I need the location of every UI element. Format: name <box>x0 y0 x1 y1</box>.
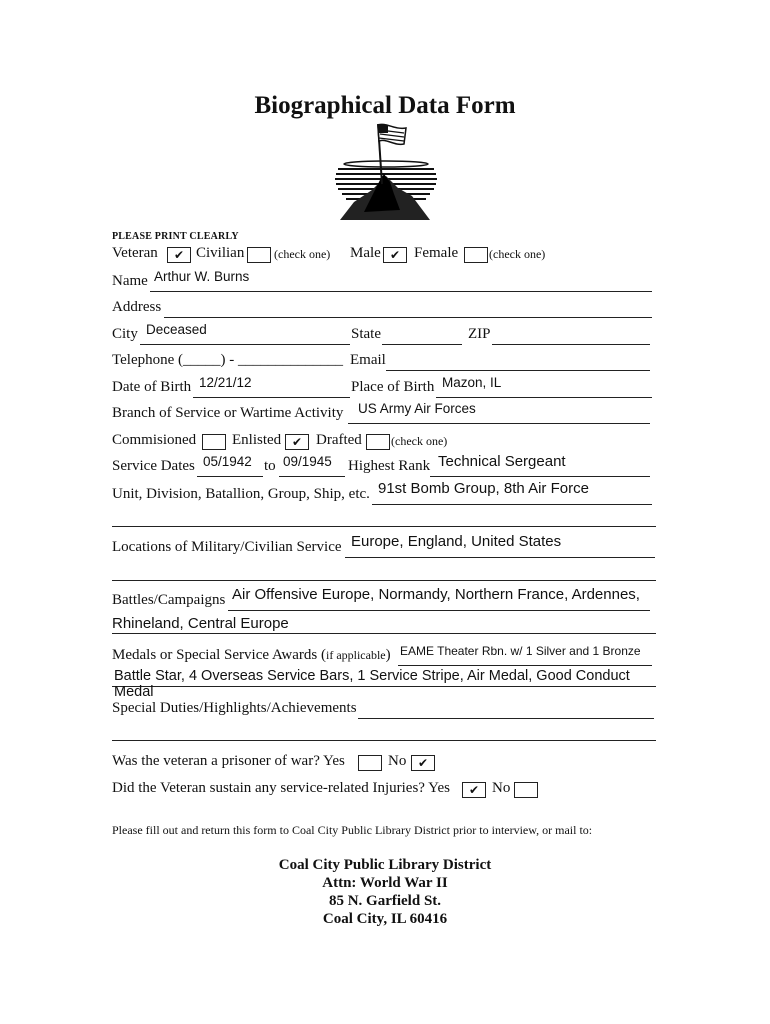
drafted-label: Drafted <box>316 432 362 448</box>
civilian-checkbox[interactable] <box>247 247 271 263</box>
birth-place-field[interactable] <box>436 375 652 398</box>
check-one-hint: (check one) <box>391 434 448 448</box>
battles-value-line2: Rhineland, Central Europe <box>112 615 289 632</box>
address-field[interactable] <box>164 299 652 318</box>
unit-value: 91st Bomb Group, 8th Air Force <box>378 480 589 497</box>
branch-value: US Army Air Forces <box>358 401 476 416</box>
birth-place-value: Mazon, IL <box>442 375 502 390</box>
branch-label: Branch of Service or Wartime Activity <box>112 405 344 421</box>
address-label: Address <box>112 299 162 315</box>
battles-value-line1: Air Offensive Europe, Normandy, Northern France, Ardennes, <box>232 586 640 603</box>
locations-field[interactable] <box>345 533 655 558</box>
email-field[interactable] <box>386 352 650 371</box>
branch-field[interactable] <box>348 401 650 424</box>
civilian-label: Civilian <box>196 245 245 261</box>
enlisted-checkbox[interactable]: ✔ <box>285 434 309 450</box>
locations-value: Europe, England, United States <box>351 533 562 550</box>
female-label: Female <box>414 245 459 261</box>
unit-extra-line[interactable] <box>112 508 656 527</box>
service-end-value: 09/1945 <box>283 454 332 469</box>
check-one-hint: (check one) <box>489 247 546 261</box>
return-instructions: Please fill out and return this form to Coal City Public Library District prior to interview, or mail to: <box>112 823 593 837</box>
veteran-checkbox[interactable]: ✔ <box>167 247 191 263</box>
city-label: City <box>112 326 138 342</box>
city-field[interactable] <box>140 322 350 345</box>
mail-line-3: 85 N. Garfield St. <box>328 893 442 909</box>
special-duties-field[interactable] <box>358 700 654 719</box>
locations-extra-line[interactable] <box>112 562 656 581</box>
unit-label: Unit, Division, Batallion, Group, Ship, etc. <box>112 486 370 502</box>
name-value: Arthur W. Burns <box>154 269 250 284</box>
male-label: Male <box>350 245 381 261</box>
medals-label: Medals or Special Service Awards (if applicable) <box>112 647 391 663</box>
commissioned-checkbox[interactable] <box>202 434 226 450</box>
check-one-hint: (check one) <box>274 247 331 261</box>
birth-date-label: Date of Birth <box>112 379 192 395</box>
rank-field[interactable] <box>430 453 650 477</box>
flag-raising-emblem-icon <box>334 122 438 222</box>
locations-label: Locations of Military/Civilian Service <box>112 539 342 555</box>
rank-value: Technical Sergeant <box>438 453 566 470</box>
pow-yes-checkbox[interactable] <box>358 755 382 771</box>
battles-field[interactable] <box>228 586 650 611</box>
name-label: Name <box>112 273 148 289</box>
drafted-checkbox[interactable] <box>366 434 390 450</box>
state-field[interactable] <box>382 326 462 345</box>
commissioned-label: Commisioned <box>112 432 197 448</box>
injury-label: Did the Veteran sustain any service-related Injuries? Yes <box>112 780 450 796</box>
medals-extra-line[interactable] <box>112 668 656 700</box>
injury-no-checkbox[interactable] <box>514 782 538 798</box>
city-value: Deceased <box>146 322 207 337</box>
zip-label: ZIP <box>468 326 491 342</box>
print-clearly-instruction: PLEASE PRINT CLEARLY <box>112 231 239 242</box>
enlisted-label: Enlisted <box>232 432 282 448</box>
pow-no-label: No <box>388 753 407 769</box>
mail-line-4: Coal City, IL 60416 <box>322 911 448 927</box>
to-label: to <box>264 458 276 474</box>
injury-yes-checkbox[interactable]: ✔ <box>462 782 486 798</box>
veteran-label: Veteran <box>112 245 158 261</box>
email-label: Email <box>350 352 386 368</box>
zip-field[interactable] <box>492 326 650 345</box>
medals-value-line1: EAME Theater Rbn. w/ 1 Silver and 1 Bronze <box>400 644 641 658</box>
battles-label: Battles/Campaigns <box>112 592 226 608</box>
female-checkbox[interactable] <box>464 247 488 263</box>
injury-no-label: No <box>492 780 511 796</box>
unit-field[interactable] <box>372 480 652 505</box>
form-title: Biographical Data Form <box>254 92 516 119</box>
service-end-field[interactable] <box>279 454 345 477</box>
service-start-field[interactable] <box>197 454 263 477</box>
special-duties-label: Special Duties/Highlights/Achievements <box>112 700 357 716</box>
male-checkbox[interactable]: ✔ <box>383 247 407 263</box>
service-dates-label: Service Dates <box>112 458 195 474</box>
medals-field[interactable] <box>398 644 652 666</box>
medals-value-line2: Battle Star, 4 Overseas Service Bars, 1 Service Stripe, Air Medal, Good Conduct Medal <box>114 668 630 700</box>
telephone-label[interactable]: Telephone (_____) - ______________ <box>112 352 343 368</box>
mail-line-1: Coal City Public Library District <box>278 857 492 873</box>
pow-label: Was the veteran a prisoner of war? Yes <box>112 753 345 769</box>
special-duties-extra-line[interactable] <box>112 722 656 741</box>
birth-date-value: 12/21/12 <box>199 375 252 390</box>
service-start-value: 05/1942 <box>203 454 252 469</box>
battles-extra-line[interactable] <box>112 615 656 634</box>
mailing-address <box>0 856 770 928</box>
pow-no-checkbox[interactable]: ✔ <box>411 755 435 771</box>
state-label: State <box>351 326 381 342</box>
birth-date-field[interactable] <box>193 375 350 398</box>
rank-label: Highest Rank <box>348 458 431 474</box>
name-field[interactable] <box>150 269 652 292</box>
mail-line-2: Attn: World War II <box>322 875 448 891</box>
birth-place-label: Place of Birth <box>351 379 435 395</box>
